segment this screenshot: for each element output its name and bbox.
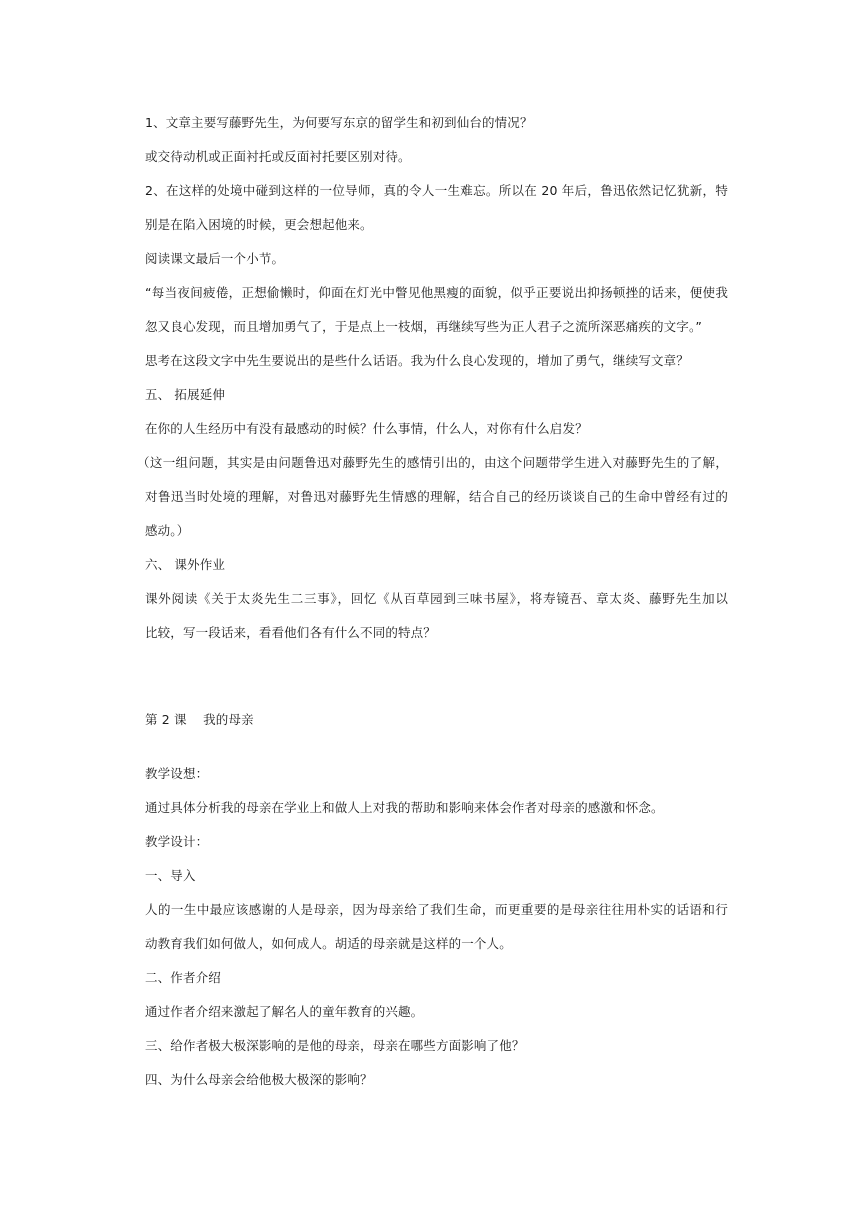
homework-line-2: 比较，写一段话来，看看他们各有什么不同的特点？ (145, 625, 436, 640)
thinking-question: 思考在这段文字中先生要说出的是些什么话语。我为什么良心发现的，增加了勇气，继续写文章？ (145, 353, 689, 368)
teaching-idea-heading: 教学设想： (145, 766, 209, 781)
section-3-heading: 三、给作者极大极深影响的是他的母亲，母亲在哪些方面影响了他？ (145, 1038, 525, 1053)
section-6-heading: 六、 课外作业 (145, 557, 226, 572)
section-5-heading: 五、 拓展延伸 (145, 387, 226, 402)
note-line-2: 对鲁迅当时处境的理解，对鲁迅对藤野先生情感的理解，结合自己的经历谈谈自己的生命中曾经有过的 (145, 489, 728, 504)
extension-question: 在你的人生经历中有没有最感动的时候？什么事情，什么人，对你有什么启发？ (145, 421, 588, 436)
author-heading: 二、作者介绍 (145, 970, 221, 985)
intro-line-1: 人的一生中最应该感谢的人是母亲，因为母亲给了我们生命，而更重要的是母亲往往用朴实的话语和行 (145, 902, 728, 917)
reading-instruction: 阅读课文最后一个小节。 (145, 251, 285, 266)
teaching-design-heading: 教学设计： (145, 834, 209, 849)
question-1: 1、文章主要写藤野先生，为何要写东京的留学生和初到仙台的情况？ (145, 115, 533, 130)
section-4-heading: 四、为什么母亲会给他极大极深的影响？ (145, 1072, 373, 1087)
answer-1: 或交待动机或正面衬托或反面衬托要区别对待。 (145, 149, 411, 164)
homework-line-1: 课外阅读《关于太炎先生二三事》，回忆《从百草园到三味书屋》，将寿镜吾、章太炎、藤野先生加以 (145, 591, 728, 606)
lesson-2-title: 第 2 课 我的母亲 (145, 712, 254, 727)
quote-line-1: “每当夜间疲倦，正想偷懒时，仰面在灯光中瞥见他黑瘦的面貌，似乎正要说出抑扬顿挫的话来，便使我 (145, 285, 728, 300)
teaching-idea-text: 通过具体分析我的母亲在学业上和做人上对我的帮助和影响来体会作者对母亲的感激和怀念。 (145, 800, 664, 815)
note-line-3: 感动。） (145, 523, 190, 538)
question-2-line-2: 别是在陷入困境的时候，更会想起他来。 (145, 217, 373, 232)
question-2-line-1: 2、在这样的处境中碰到这样的一位导师，真的令人一生难忘。所以在 20 年后，鲁迅依然记忆犹新，特 (145, 183, 728, 198)
note-line-1: （这一组问题，其实是由问题鲁迅对藤野先生的感情引出的，由这个问题带学生进入对藤野先生的了解， (137, 455, 728, 470)
intro-line-2: 动教育我们如何做人，如何成人。胡适的母亲就是这样的一个人。 (145, 936, 512, 951)
quote-line-2: 忽又良心发现，而且增加勇气了，于是点上一枝烟，再继续写些为正人君子之流所深恶痛疾的文字。” (145, 319, 702, 334)
author-text: 通过作者介绍来激起了解名人的童年教育的兴趣。 (145, 1004, 424, 1019)
intro-heading: 一、导入 (145, 868, 196, 883)
